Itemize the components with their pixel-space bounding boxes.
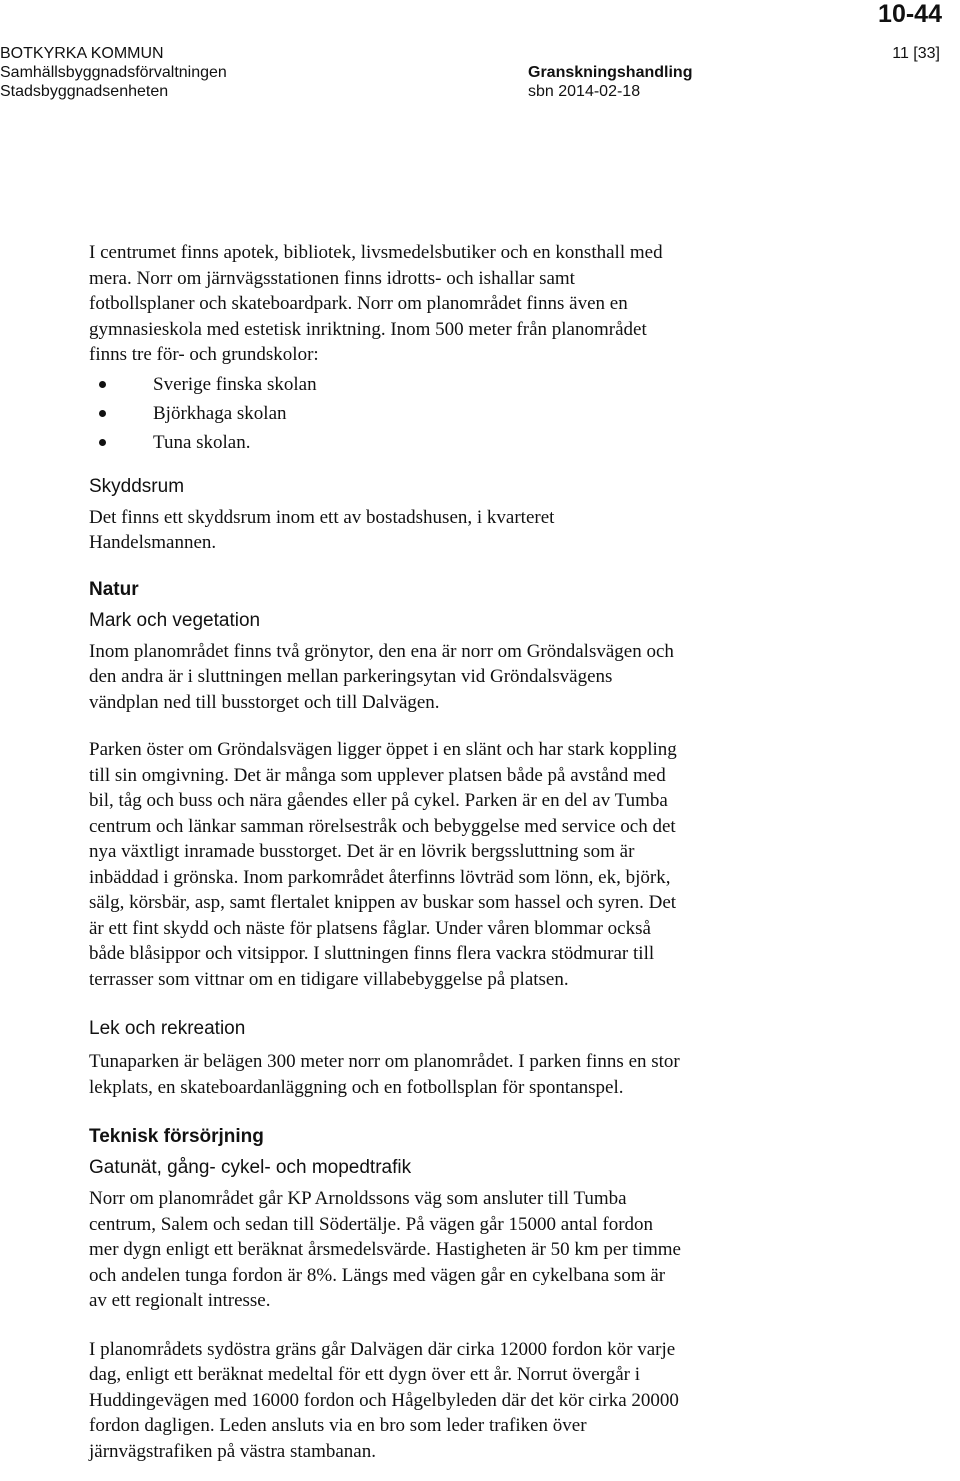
department-name: Samhällsbyggnadsförvaltningen xyxy=(0,64,227,81)
text-line: är ett fint skydd och näste för platsens fåglar. Under våren blommar också xyxy=(89,917,651,939)
text-line: Norr om planområdet går KP Arnoldssons väg som ansluter till Tumba xyxy=(89,1188,627,1209)
text-line: dag, enligt ett beräknat medeltal för ett dygn över ett år. Norrut övergår i xyxy=(89,1364,640,1385)
org-name: BOTKYRKA KOMMUN xyxy=(0,45,164,62)
text-line: mera. Norr om järnvägsstationen finns idrotts- och ishallar samt xyxy=(89,267,575,289)
text-line: sälg, körsbär, asp, samt flertalet knippen av buskar som hassel och syren. Det xyxy=(89,892,677,913)
text-line: och andelen tunga fordon är 8%. Längs med vägen går en cykelbana som är xyxy=(89,1264,666,1286)
text-line: Huddingevägen med 16000 fordon och Hågelbyleden där det kör cirka 20000 xyxy=(89,1389,679,1411)
text-line: terrasser som vittnar om en tidigare villabebyggelse på platsen. xyxy=(89,968,569,990)
text-line: mer dygn enligt ett beräknat årsmedelsvärde. Hastigheten är 50 km per timme xyxy=(89,1239,681,1260)
text-line: centrum, Salem och sedan till Södertälje. På vägen går 15000 antal fordon xyxy=(89,1213,654,1235)
text-line: Tunaparken är belägen 300 meter norr om planområdet. I parken finns en stor xyxy=(89,1051,680,1072)
page-number: 11 [33] xyxy=(892,45,940,62)
bullet-icon xyxy=(99,381,106,388)
school-list xyxy=(89,370,829,457)
text-line: järnvägstrafiken på västra stambanan. xyxy=(89,1440,376,1462)
text-line: gymnasieskola med estetisk inriktning. Inom 500 meter från planområdet xyxy=(89,318,647,340)
text-line: till sin omgivning. Det är många som upplever platsen både på avstånd med xyxy=(89,764,666,786)
text-line: nya växtligt inramade busstorget. Det är en lövrik bergssluttning som är xyxy=(89,841,635,862)
unit-name: Stadsbyggnadsenheten xyxy=(0,83,169,100)
text-line: vändplan ned till busstorget och till Dalvägen. xyxy=(89,691,440,713)
heading-teknisk-forsorjning: Teknisk försörjning xyxy=(89,1126,264,1147)
heading-skyddsrum: Skyddsrum xyxy=(89,475,185,497)
bullet-icon xyxy=(99,410,106,417)
lek-paragraph xyxy=(89,1049,829,1100)
text-line: finns tre för- och grundskolor: xyxy=(89,344,319,365)
document-date: sbn 2014-02-18 xyxy=(528,83,641,100)
text-line: I planområdets sydöstra gräns går Dalvägen där cirka 12000 fordon kör varje xyxy=(89,1338,676,1360)
header-middle xyxy=(528,44,692,101)
text-line: fotbollsplaner och skateboardpark. Norr om planområdet finns även en xyxy=(89,293,628,314)
text-line: av ett regionalt intresse. xyxy=(89,1290,271,1311)
list-item: Tuna skolan. xyxy=(89,428,829,457)
text-line: bil, tåg och buss och nära gåendes eller på cykel. Parken är en del av Tumba xyxy=(89,790,668,811)
document-type: Granskningshandling xyxy=(528,64,693,81)
intro-paragraph xyxy=(89,240,829,368)
list-item: Björkhaga skolan xyxy=(89,399,829,428)
list-item: Sverige finska skolan xyxy=(89,370,829,399)
text-line: I centrumet finns apotek, bibliotek, livsmedelsbutiker och en konsthall med xyxy=(89,242,663,263)
teknisk-paragraph-2 xyxy=(89,1337,829,1465)
text-line: Inom planområdet finns två grönytor, den ena är norr om Gröndalsvägen och xyxy=(89,640,674,662)
heading-mark-vegetation: Mark och vegetation xyxy=(89,609,261,631)
text-line: fordon dagligen. Leden ansluts via en bro som leder trafiken över xyxy=(89,1415,587,1436)
heading-natur: Natur xyxy=(89,578,139,600)
heading-lek-rekreation: Lek och rekreation xyxy=(89,1018,246,1039)
header-left xyxy=(0,44,227,101)
text-line: lekplats, en skateboardanläggning och en fotbollsplan för spontanspel. xyxy=(89,1076,624,1098)
text-line: både blåsippor och vitsippor. I sluttningen finns flera vackra stödmurar till xyxy=(89,943,655,964)
heading-gatunat: Gatunät, gång- cykel- och mopedtrafik xyxy=(89,1157,412,1178)
natur-paragraph-1 xyxy=(89,639,829,716)
text-line: Det finns ett skyddsrum inom ett av bostadshusen, i kvarteret xyxy=(89,506,555,528)
text-line: centrum och länkar samman rörelsestråk och bebyggelse med service och det xyxy=(89,815,676,837)
text-line: Parken öster om Gröndalsvägen ligger öppet i en slänt och har stark koppling xyxy=(89,739,677,760)
case-number: 10-44 xyxy=(878,0,942,28)
text-line: Handelsmannen. xyxy=(89,532,217,553)
document-body xyxy=(89,240,829,1464)
bullet-icon xyxy=(99,439,106,446)
text-line: inbäddad i grönska. Inom parkområdet återfinns lövträd som lönn, ek, björk, xyxy=(89,866,671,888)
natur-paragraph-2 xyxy=(89,737,829,992)
text-line: den andra är i sluttningen mellan parkeringsytan vid Gröndalsvägens xyxy=(89,666,613,687)
teknisk-paragraph-1 xyxy=(89,1186,829,1314)
